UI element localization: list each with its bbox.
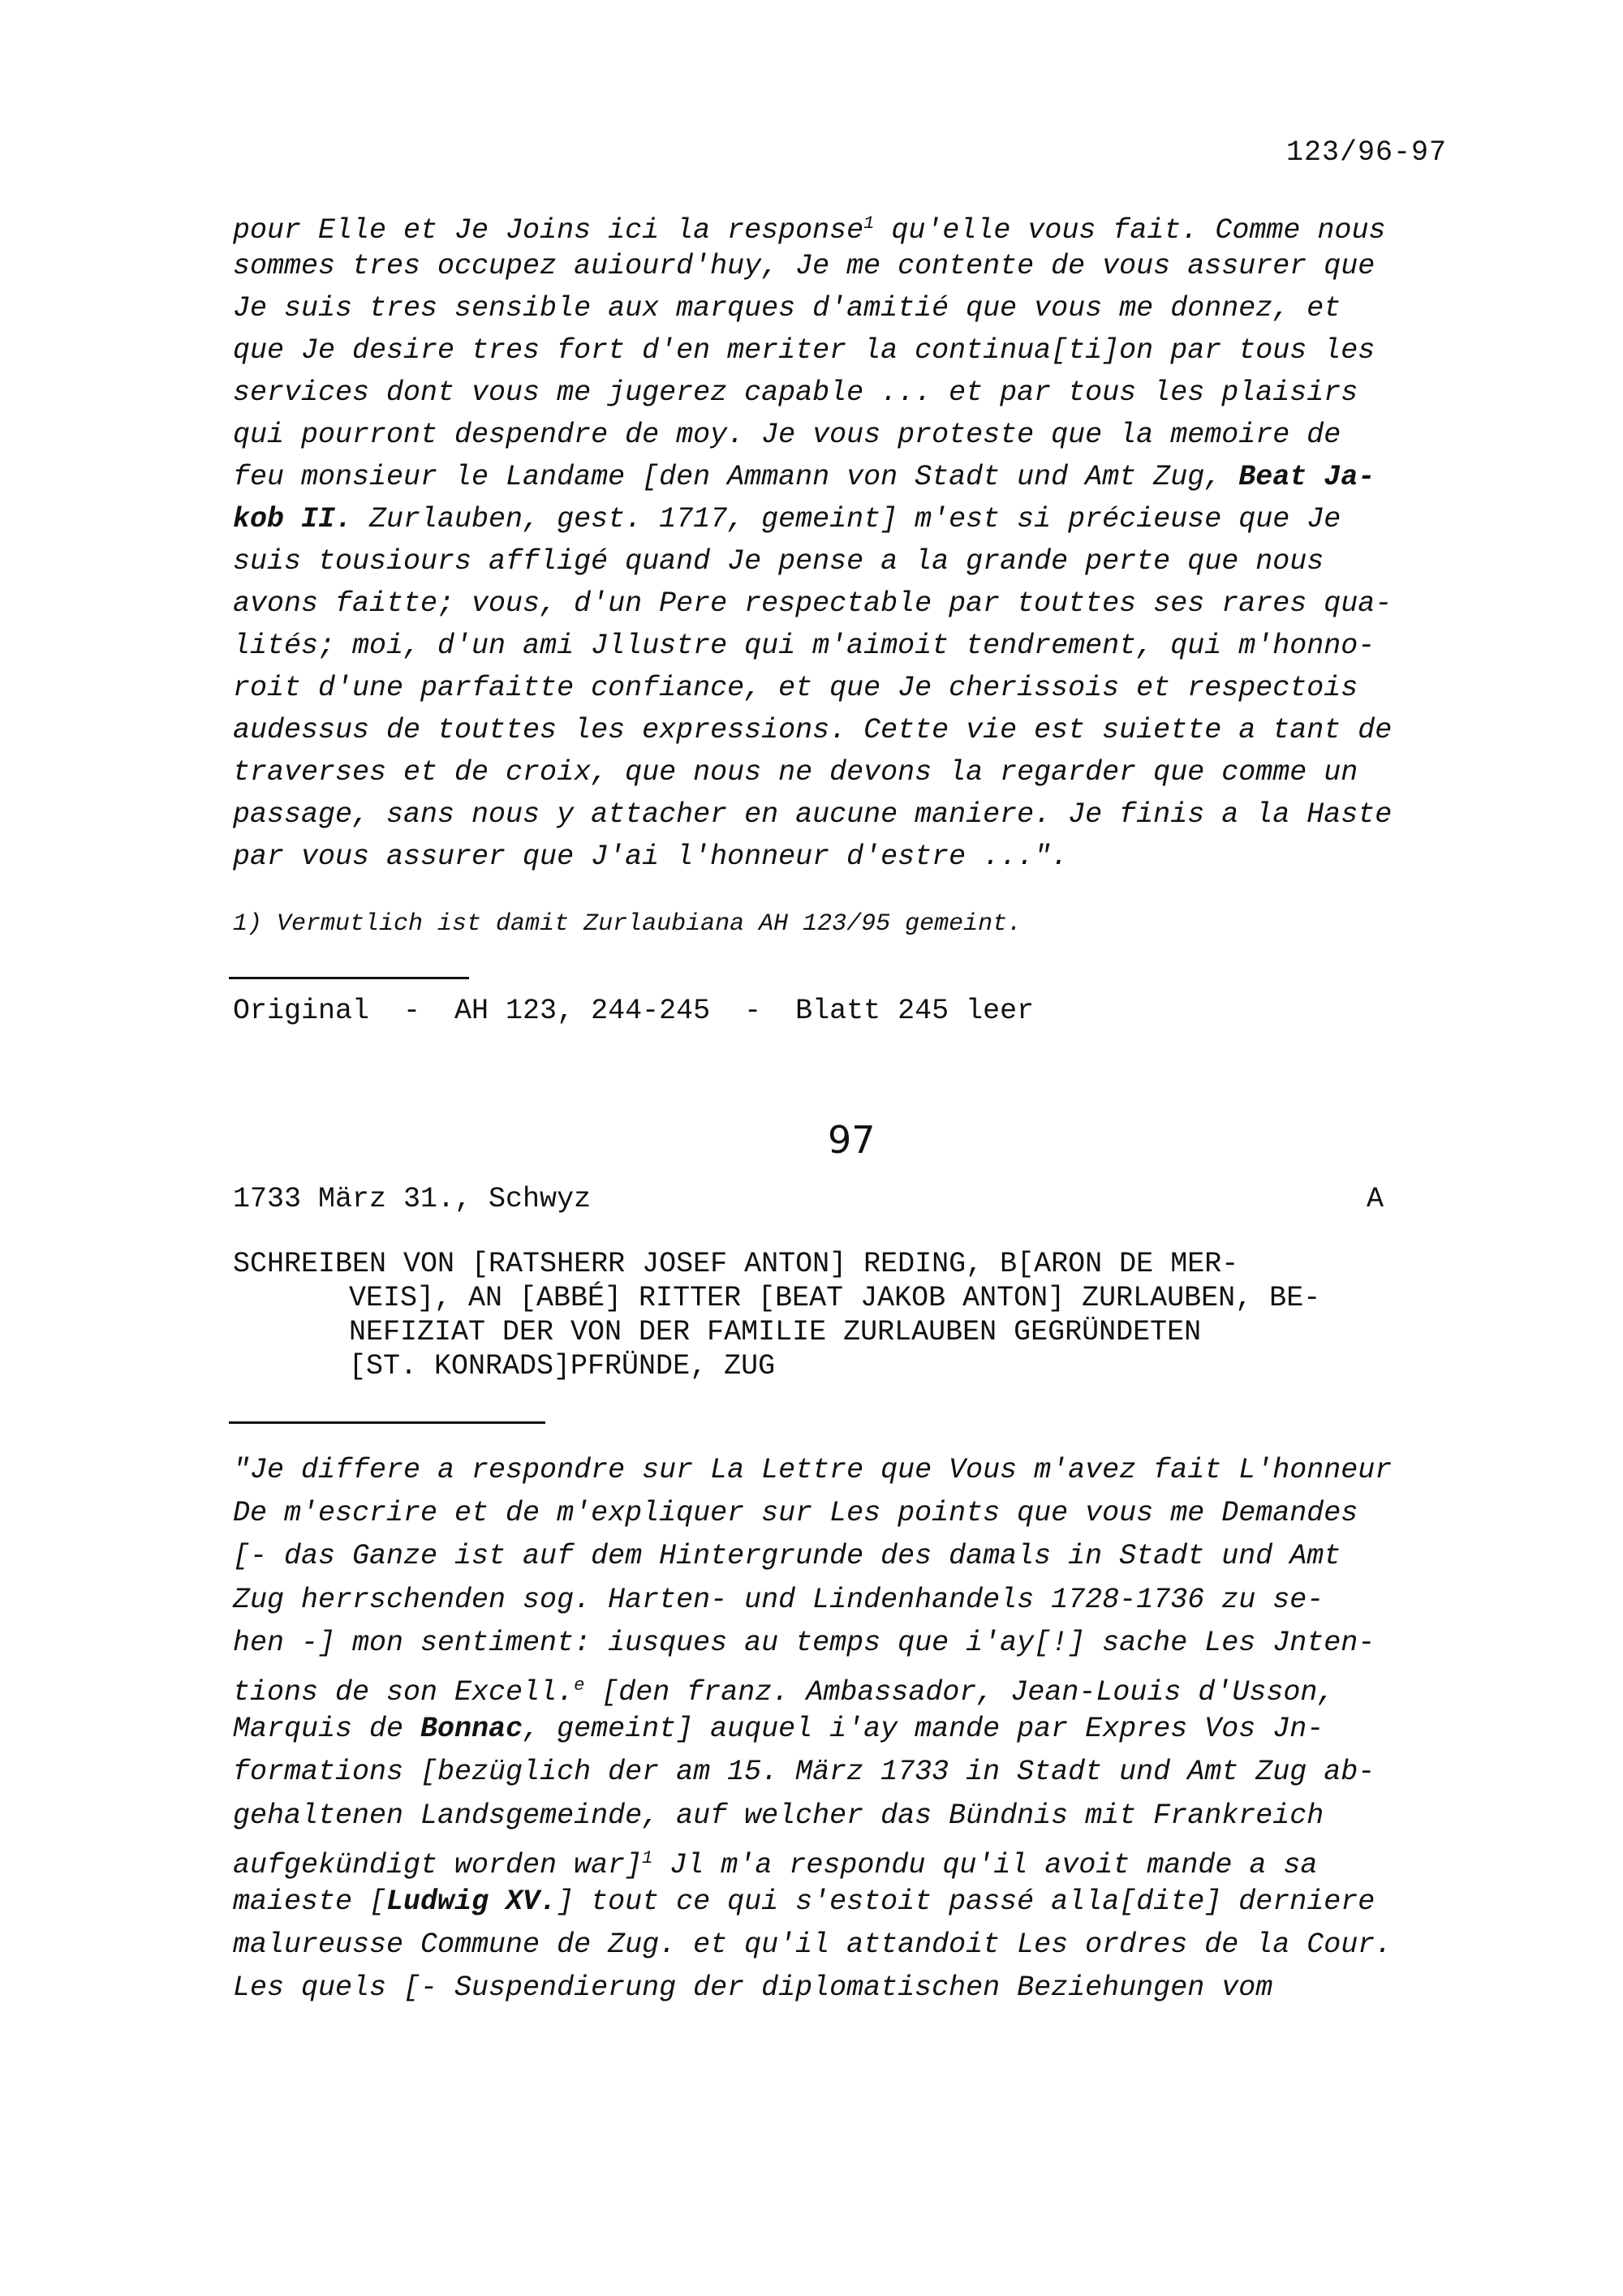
heading-line: NEFIZIAT DER VON DER FAMILIE ZURLAUBEN GEGRÜNDETEN [349, 1316, 1202, 1348]
text-span: qu'elle vous fait. Comme nous [874, 214, 1386, 247]
heading-line: SCHREIBEN VON [RATSHERR JOSEF ANTON] REDING, B[ARON DE MER- [233, 1248, 1239, 1280]
page-number: 123/96-97 [1286, 136, 1448, 169]
text-span: suis tousiours affligé quand Je pense a la grande perte que nous [233, 545, 1324, 578]
text-line [233, 714, 1392, 746]
text-span: , gemeint] auquel i'ay mande par Expres Vos Jn- [523, 1713, 1324, 1746]
dateline: 1733 März 31., Schwyz [233, 1183, 592, 1215]
text-line [233, 1756, 1375, 1788]
text-span: hen -] mon sentiment: iusques au temps que i'ay[!] sache Les Jnten- [233, 1626, 1375, 1659]
text-line [233, 1584, 1324, 1616]
text-line [233, 630, 1375, 662]
text-span: "Je differe a respondre sur La Lettre que Vous m'avez fait L'honneur [233, 1454, 1393, 1486]
text-span: aufgekündigt worden war] [233, 1848, 643, 1881]
text-span: lités; moi, d'un ami Jllustre qui m'aimoit tendrement, qui m'honno- [233, 630, 1375, 662]
text-line [233, 461, 1375, 493]
text-line [233, 1971, 1272, 2004]
footnote-96: 1) Vermutlich ist damit Zurlaubiana AH 123/95 gemeint. [233, 910, 1022, 938]
text-span: [den franz. Ambassador, Jean-Louis d'Usson, [584, 1676, 1335, 1709]
text-line [233, 376, 1358, 409]
document-number: 97 [828, 1118, 876, 1162]
heading-line: [ST. KONRADS]PFRÜNDE, ZUG [349, 1350, 776, 1382]
text-line [233, 1928, 1392, 1961]
text-line [233, 545, 1324, 578]
text-span: avons faitte; vous, d'un Pere respectable par touttes ses rares qua- [233, 587, 1393, 620]
text-line [233, 1842, 1317, 1881]
text-line [233, 208, 1385, 247]
text-line [233, 1799, 1324, 1832]
text-span: Les quels [- Suspendierung der diplomatischen Beziehungen vom [233, 1971, 1273, 2005]
text-line [233, 798, 1392, 831]
text-line [233, 841, 1068, 873]
text-span: pour Elle et Je Joins ici la response [233, 214, 864, 247]
text-span: De m'escrire et de m'expliquer sur Les points que vous me Demandes [233, 1497, 1358, 1530]
original-note: Original - AH 123, 244-245 - Blatt 245 leer [233, 995, 1035, 1027]
text-span: roit d'une parfaitte confiance, et que Je cherissois et respectois [233, 672, 1358, 704]
heading-divider [229, 1421, 545, 1424]
text-span: par vous assurer que J'ai l'honneur d'estre ...". [233, 841, 1069, 873]
text-line [233, 1627, 1375, 1659]
text-span: malureusse Commune de Zug. et qu'il attandoit Les ordres de la Cour. [233, 1928, 1393, 1962]
superscript: e [574, 1675, 585, 1696]
text-span: gehaltenen Landsgemeinde, auf welcher das Bündnis mit Frankreich [233, 1799, 1324, 1832]
text-span: Jl m'a respondu qu'il avoit mande a sa [652, 1848, 1318, 1881]
bold-name: Beat Ja- [1238, 461, 1375, 493]
superscript: 1 [642, 1847, 653, 1868]
bold-name: kob II. [233, 503, 353, 535]
text-span: qui pourront despendre de moy. Je vous proteste que la memoire de [233, 419, 1341, 451]
text-span: sommes tres occupez auiourd'huy, Je me contente de vous assurer que [233, 250, 1375, 282]
text-line [233, 1540, 1341, 1572]
text-span: [- das Ganze ist auf dem Hintergrunde des damals in Stadt und Amt [233, 1540, 1341, 1573]
text-span: que Je desire tres fort d'en meriter la continua[ti]on par tous les [233, 334, 1375, 367]
text-span: formations [bezüglich der am 15. März 1733 in Stadt und Amt Zug ab- [233, 1756, 1375, 1789]
text-span: Je suis tres sensible aux marques d'amitié que vous me donnez, et [233, 292, 1341, 325]
bold-name: Ludwig XV. [386, 1885, 558, 1918]
text-line [233, 419, 1341, 451]
text-span: tions de son Excell. [233, 1676, 575, 1709]
superscript: 1 [863, 213, 875, 234]
text-span: Zug herrschenden sog. Harten- und Lindenhandels 1728-1736 zu se- [233, 1583, 1324, 1616]
text-line [233, 334, 1375, 367]
footnote-divider [229, 977, 469, 979]
text-span: Marquis de [233, 1713, 421, 1746]
text-line [233, 1497, 1358, 1529]
text-line [233, 1454, 1392, 1486]
text-line [233, 756, 1358, 789]
text-line [233, 587, 1392, 620]
text-span: traverses et de croix, que nous ne devons la regarder que comme un [233, 756, 1358, 789]
text-line [233, 1885, 1375, 1918]
text-span: passage, sans nous y attacher en aucune maniere. Je finis a la Haste [233, 798, 1393, 831]
text-span: services dont vous me jugerez capable ... et par tous les plaisirs [233, 376, 1358, 409]
document-marker: A [1367, 1183, 1384, 1215]
text-span: maieste [ [233, 1885, 387, 1918]
text-line [233, 503, 1341, 535]
text-line [233, 1670, 1334, 1709]
heading-line: VEIS], AN [ABBÉ] RITTER [BEAT JAKOB ANTON] ZURLAUBEN, BE- [349, 1282, 1321, 1314]
bold-name: Bonnac [420, 1713, 523, 1746]
text-span: audessus de touttes les expressions. Cette vie est suiette a tant de [233, 714, 1393, 746]
text-span: ] tout ce qui s'estoit passé alla[dite] derniere [557, 1885, 1375, 1918]
text-line [233, 672, 1358, 704]
text-line [233, 250, 1375, 282]
text-span: Zurlauben, gest. 1717, gemeint] m'est si précieuse que Je [352, 503, 1341, 535]
text-line [233, 292, 1341, 325]
text-line [233, 1713, 1324, 1745]
text-span: feu monsieur le Landame [den Ammann von Stadt und Amt Zug, [233, 461, 1239, 493]
